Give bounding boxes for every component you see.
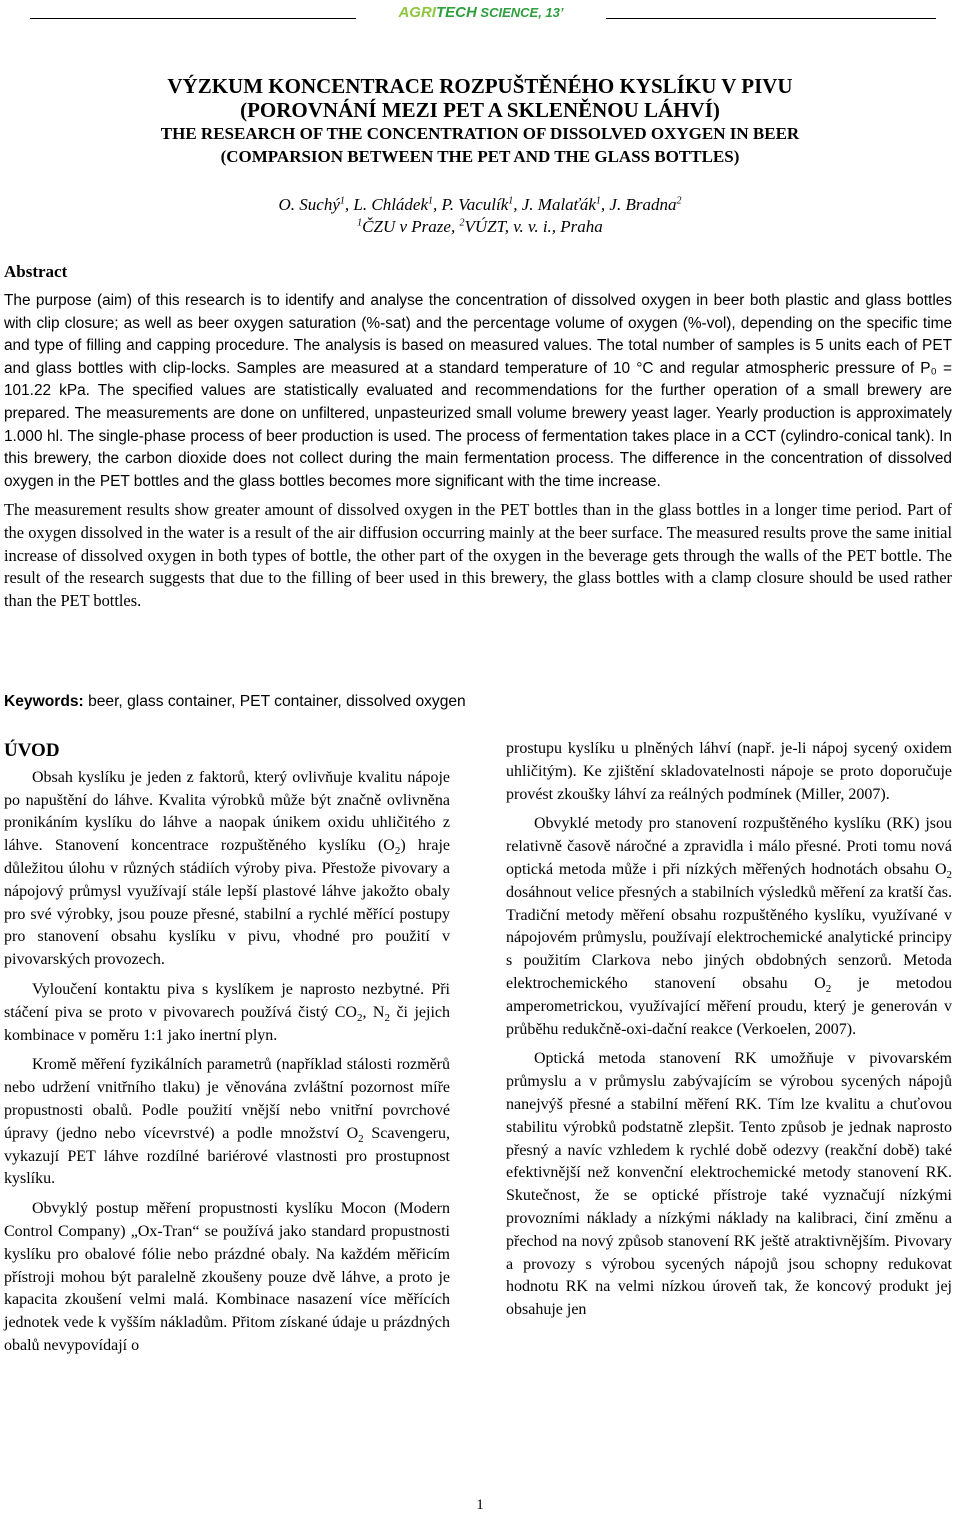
author-list: O. Suchý$^1$, L. Chládek$^1$, P. Vaculík$^1$, J. Malaťák$^1$, J. Bradna$^2$ [278, 195, 682, 214]
page-number: 1 [476, 1497, 484, 1513]
column-left [4, 740, 450, 1365]
paragraph: Obvyklé metody pro stanovení rozpuštěného kyslíku (RK) jsou relativně časově náročné a zpravidla i málo přesné. Proti tomu nová optická metoda může i při nízkých měřených hodnotách obsahu $O_2$ dosáhnout velice přesných a stabilních výsledků měření za kratší čas. Tradiční metody měření obsahu rozpuštěného kyslíku, využívané v nápojovém průmyslu, používají elektrochemické analytické principy s použitím Clarkova nebo jiných obdobných senzorů. Metoda elektrochemického stanovení obsahu $O_2$ je metodou amperometrickou, využívající měření proudu, který je generován v průběhu redukčně-oxi-dační reakce (Verkoelen, 2007). [506, 815, 953, 1038]
abstract-paragraph-2: The measurement results show greater amount of dissolved oxygen in the PET bottles than in the glass bottles in a longer time period. Part of the oxygen dissolved in the water is a result of the air diffusion occurring mainly at the beer surface. The measured results prove the same initial increase of dissolved oxygen in both types of bottle, the other part of the oxygen in the beverage gets through the walls of the PET bottle. The result of the research suggests that due to the filling of beer used in this brewery, the glass bottles with a clamp closure should be used rather than the PET bottles. [4, 500, 952, 610]
title-cz-line1: VÝZKUM KONCENTRACE ROZPUŠTĚNÉHO KYSLÍKU V PIVU [167, 74, 793, 98]
keywords-text: beer, glass container, PET container, dissolved oxygen [83, 693, 466, 710]
title-cz-line2: (POROVNÁNÍ MEZI PET A SKLENĚNOU LÁHVÍ) [240, 98, 720, 122]
header-rule-left [30, 18, 356, 19]
paragraph: Obvyklý postup měření propustnosti kyslíku Mocon (Modern Control Company) „Ox-Tran“ se používá jako standard propustnosti kyslíku pro obalové fólie nebo prázdné obaly. Na každém měřicím přístroji mohou být paralelně zkoušeny pouze dvě láhve, a proto je kapacita zkoušení velmi malá. Kombinace nasazení více měřících jednotek vede k vyšším nákladům. Přitom získané údaje u prázdných obalů nevypovídají o [4, 1200, 450, 1354]
column-right [506, 738, 952, 1329]
title-en-line1: THE RESEARCH OF THE CONCENTRATION OF DISSOLVED OXYGEN IN BEER [160, 124, 800, 143]
paper-title [0, 74, 960, 168]
paragraph: prostupu kyslíku u plněných láhví (např. je-li nápoj sycený oxidem uhličitým). Ke zjištění skladovatelnosti nápoje se proto doporučuje provést zkoušky láhví za reálných podmínek (Miller, 2007). [506, 740, 952, 803]
paragraph: Kromě měření fyzikálních parametrů (například stálosti rozměrů nebo udržení vnitřního tlaku) je věnována zvláštní pozornost míře propustnosti obalů. Podle použití vnější nebo vnitřní povrchové úpravy (jedno nebo vícevrstvé) a podle množství $O_2$ Scavengeru, vykazují PET láhve rozdílné bariérové vlastnosti pro prostupnost kyslíku. [4, 1056, 450, 1188]
header-rule-right [606, 18, 936, 19]
title-en-line2: (COMPARSION BETWEEN THE PET AND THE GLASS BOTTLES) [220, 147, 740, 166]
affiliations: $^1$ČZU v Praze, $^2$VÚZT, v. v. i., Praha [357, 217, 603, 236]
journal-title: AGRITECH SCIENCE, 13’ [398, 4, 564, 21]
abstract-heading: Abstract [4, 262, 68, 281]
paragraph: Optická metoda stanovení RK umožňuje v pivovarském průmyslu a v průmyslu zabývajícím se výrobou sycených nápojů nanejvýš přesné a stabilní měření RK. Tím lze kvalitu a chuťovou stabilitu výrobků podstatně zlepšit. Tento způsob je jednak naprosto přesný a navíc vzhledem k rychlé době odezvy (reakční době) také efektivnější než konvenční elektrochemické metody stanovení RK. Skutečnost, že se optické přístroje také vyznačují nízkými provozními náklady a nízkými náklady na kalibraci, činí změnu a přechod na nový způsob stanovení RK ještě atraktivnějším. Pivovary a provozy s výrobou sycených nápojů jsou schopny redukovat hodnotu RK na velmi nízkou úroveň tak, že koncový produkt jej obsahuje jen [506, 1050, 952, 1319]
paragraph: Obsah kyslíku je jeden z faktorů, který ovlivňuje kvalitu nápoje po napuštění do láhve. Kvalita výrobků může být značně ovlivněna pronikáním kyslíku do láhve a naopak únikem oxidu uhličitého z láhve. Stanovení koncentrace rozpuštěného kyslíku $(O_2)$ hraje důležitou úlohu v různých stádiích výroby piva. Přestože pivovary a nápojový průmysl využívají stále lepší plastové láhve jakožto obaly pro své výrobky, jsou pouze přesné, stabilní a rychlé měřící postupy pro stanovení obsahu kyslíku v pivu, vhodné pro použití v pivovarských provozech. [4, 768, 450, 969]
running-header [0, 0, 960, 28]
keywords-label: Keywords: [4, 693, 84, 710]
abstract-paragraph-1: The purpose (aim) of this research is to identify and analyse the concentration of dissolved oxygen in beer both plastic and glass bottles with clip closure; as well as beer oxygen saturation (%-sat) and the percentage volume of oxygen (%-vol), depending on the specific time and type of filling and capping procedure. The analysis is based on measured values. The total number of samples is 5 units each of PET and glass bottles with clip-locks. Samples are measured at a standard temperature of 10 °C and regular atmospheric pressure of P₀ = 101.22 kPa. The specified values are statistically evaluated and recommendations for the further operation of a small brewery are prepared. The measurements are done on unfiltered, unpasteurized small volume brewery yeast lager. Yearly production is approximately 1.000 hl. The single-phase process of beer production is used. The process of fermentation takes place in a CCT (cylindro-conical tank). In this brewery, the carbon dioxide does not collect during the main fermentation process. The difference in the concentration of dissolved oxygen in the PET bottles and the glass bottles becomes more significant with the time increase. [4, 292, 952, 490]
keywords [4, 693, 952, 711]
abstract-body [4, 290, 952, 618]
paragraph: Vyloučení kontaktu piva s kyslíkem je naprosto nezbytné. Při stáčení piva se proto v pivovarech používá čistý $CO_2$, $N_2$ či jejich kombinace v poměru 1:1 jako inertní plyn. [4, 980, 450, 1044]
section-heading-uvod: ÚVOD [4, 740, 60, 761]
author-block [0, 194, 960, 238]
